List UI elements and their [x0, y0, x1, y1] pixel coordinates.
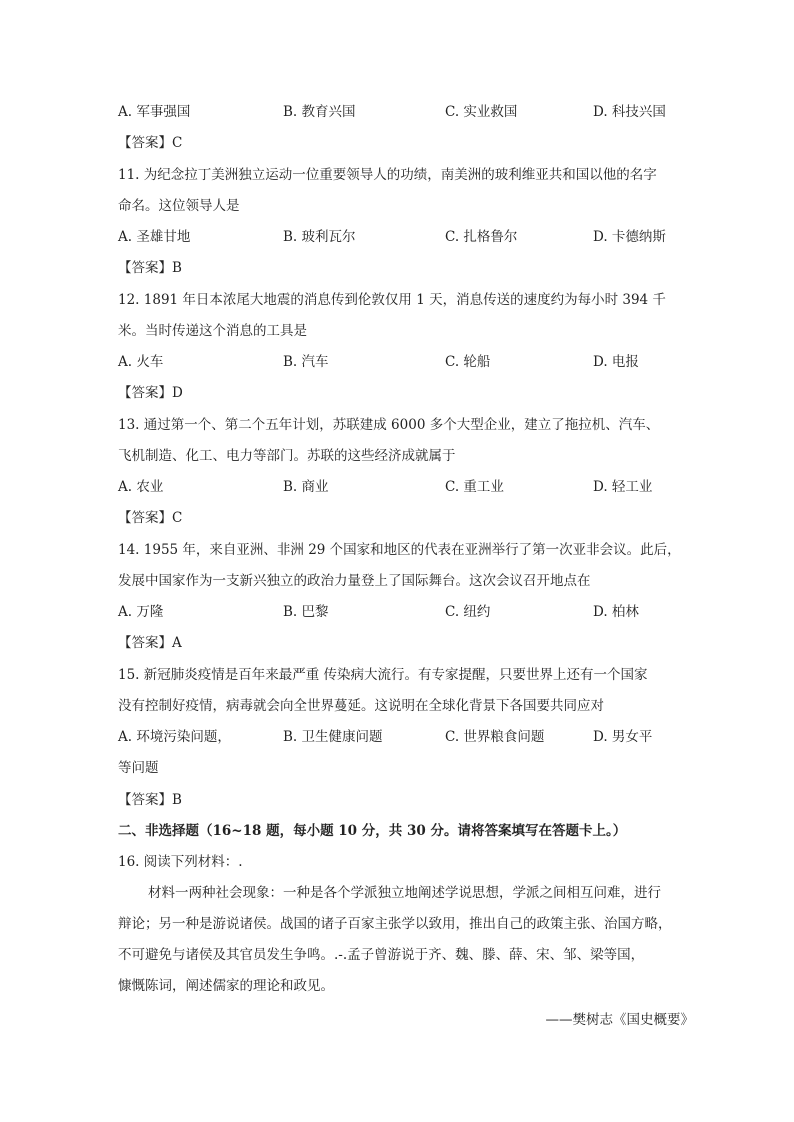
q14-stem-line-1: 14. 1955 年，来自亚洲、非洲 29 个国家和地区的代表在亚洲举行了第一次亚非会议。此后，: [118, 542, 681, 558]
q14-stem-line-2: 发展中国家作为一支新兴独立的政治力量登上了国际舞台。这次会议召开地点在: [118, 573, 591, 589]
q12-stem-line-1: 12. 1891 年日本浓尾大地震的消息传到伦敦仅用 1 天，消息传送的速度约为每小时 394 千: [118, 292, 666, 308]
q14-option-c: C. 纽约: [445, 604, 491, 620]
q15-option-b: B. 卫生健康问题: [283, 729, 383, 745]
q10-option-d: D. 科技兴国: [593, 104, 666, 120]
q11-option-d: D. 卡德纳斯: [593, 229, 666, 245]
q10-answer: 【答案】C: [118, 135, 183, 151]
q13-options: [118, 477, 678, 497]
q15-option-d: D. 男女平: [593, 729, 653, 745]
q13-option-d: D. 轻工业: [593, 479, 653, 495]
q10-options: [118, 102, 678, 122]
q13-stem-line-2: 飞机制造、化工、电力等部门。苏联的这些经济成就属于: [118, 448, 456, 464]
q15-option-a: A. 环境污染问题，: [118, 729, 231, 745]
q13-answer: 【答案】C: [118, 510, 183, 526]
q12-option-d: D. 电报: [593, 354, 639, 370]
q13-stem-line-1: 13. 通过第一个、第二个五年计划，苏联建成 6000 多个大型企业，建立了拖拉机、汽车、: [118, 417, 660, 433]
q14-options: [118, 602, 678, 622]
section2-heading: 二、非选择题（16~18 题，每小题 10 分，共 30 分。请将答案填写在答题卡上。）: [118, 823, 627, 839]
q12-option-a: A. 火车: [118, 354, 164, 370]
q12-answer: 【答案】D: [118, 385, 183, 401]
q11-stem-line-1: 11. 为纪念拉丁美洲独立运动一位重要领导人的功绩，南美洲的玻利维亚共和国以他的名字: [118, 167, 657, 183]
q11-options: [118, 227, 678, 247]
q15-stem-line-1: 15. 新冠肺炎疫情是百年来最严重 传染病大流行。有专家提醒，只要世界上还有一个国家: [118, 667, 648, 683]
q12-option-c: C. 轮船: [445, 354, 491, 370]
q16-source: ——樊树志《国史概要》: [545, 1012, 694, 1028]
q16-material-line-2: 辩论；另一种是游说诸侯。战国的诸子百家主张学以致用，推出自己的政策主张、治国方略，: [118, 916, 672, 932]
q15-stem-line-2: 没有控制好疫情，病毒就会向全世界蔓延。这说明在全球化背景下各国要共同应对: [118, 698, 604, 714]
q16-intro: 16. 阅读下列材料：.: [118, 854, 243, 870]
q10-option-a: A. 军事强国: [118, 104, 191, 120]
q12-options: [118, 352, 678, 372]
q13-option-c: C. 重工业: [445, 479, 504, 495]
q11-answer: 【答案】B: [118, 260, 182, 276]
q11-stem-line-2: 命名。这位领导人是: [118, 198, 240, 214]
q14-option-a: A. 万隆: [118, 604, 164, 620]
q14-answer: 【答案】A: [118, 635, 182, 651]
q11-option-b: B. 玻利瓦尔: [283, 229, 356, 245]
q11-option-a: A. 圣雄甘地: [118, 229, 191, 245]
q10-option-b: B. 教育兴国: [283, 104, 356, 120]
q15-answer: 【答案】B: [118, 792, 182, 808]
q14-option-d: D. 柏林: [593, 604, 639, 620]
q12-option-b: B. 汽车: [283, 354, 329, 370]
q11-option-c: C. 扎格鲁尔: [445, 229, 518, 245]
q16-material-line-1: 材料一两种社会现象：一种是各个学派独立地阐述学说思想，学派之间相互问难，进行: [148, 885, 661, 901]
q13-option-b: B. 商业: [283, 479, 329, 495]
q14-option-b: B. 巴黎: [283, 604, 329, 620]
q10-option-c: C. 实业救国: [445, 104, 518, 120]
q16-material-line-4: 慷慨陈词，阐述儒家的理论和政见。: [118, 978, 334, 994]
q15-options: [118, 727, 678, 747]
q15-option-wrap: 等问题: [118, 760, 159, 776]
q15-option-c: C. 世界粮食问题: [445, 729, 545, 745]
q13-option-a: A. 农业: [118, 479, 164, 495]
q16-material-line-3: 不可避免与诸侯及其官员发生争鸣。.-.孟子曾游说于齐、魏、滕、薛、宋、邹、梁等国，: [118, 947, 645, 963]
q12-stem-line-2: 米。当时传递这个消息的工具是: [118, 323, 307, 339]
